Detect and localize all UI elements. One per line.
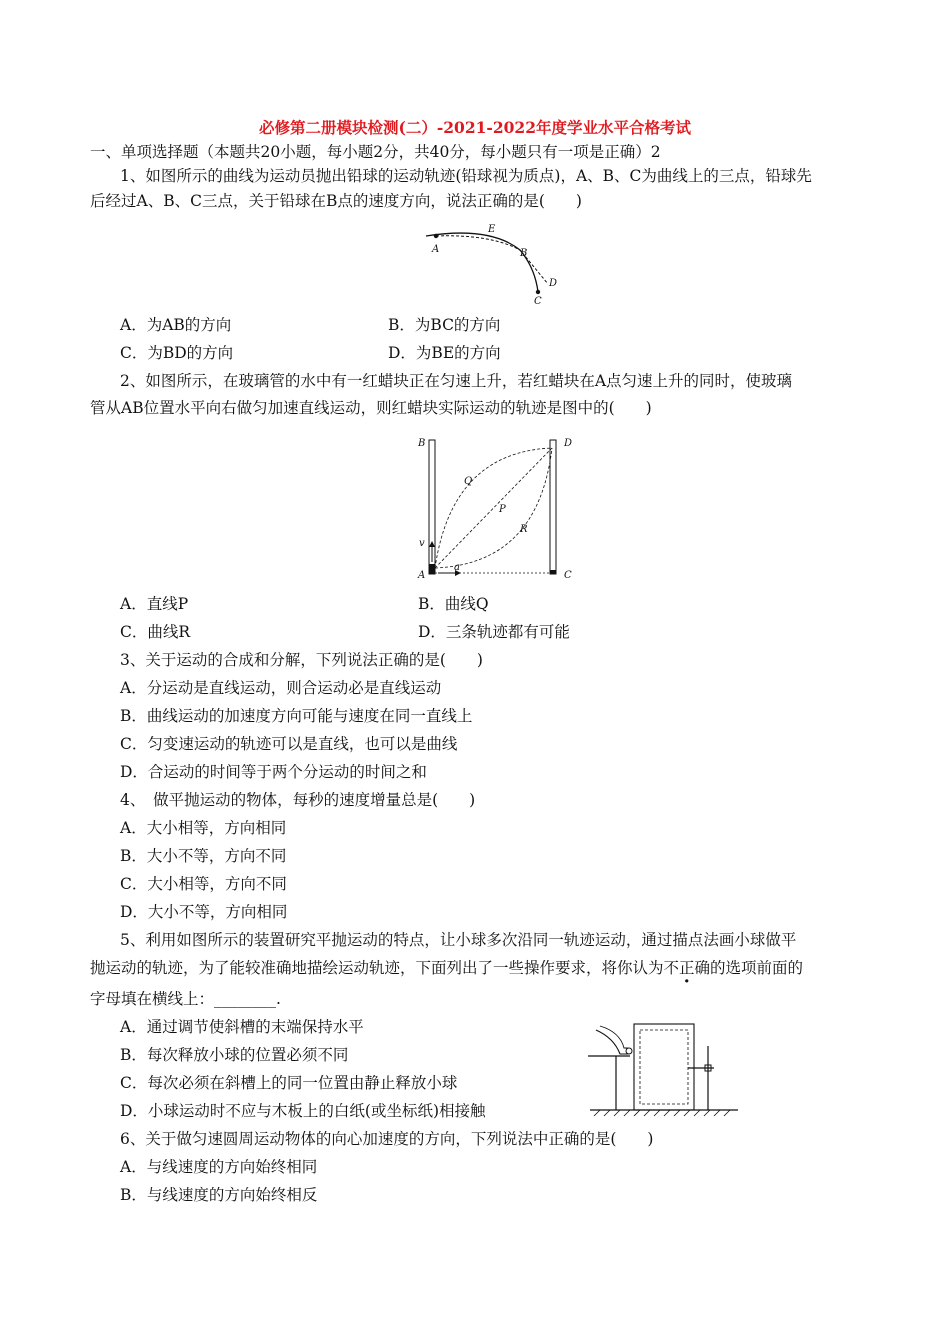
q2-tube-right-bottom — [550, 570, 556, 574]
q5-stem-line2-part3: 的选项前面的 — [710, 959, 804, 977]
q2-label-accel: a — [454, 562, 460, 573]
q5-option-d: D．小球运动时不应与木板上的白纸(或坐标纸)相接触 — [120, 1102, 486, 1120]
q2-stem-line1: 2、如图所示，在玻璃管的水中有一红蜡块正在匀速上升，若红蜡块在A点匀速上升的同时，使玻璃 — [120, 372, 793, 390]
q5-apparatus-figure — [588, 1018, 740, 1120]
q1-label-a: A — [432, 244, 440, 255]
q5-option-c: C．每次必须在斜槽上的同一位置由静止释放小球 — [120, 1074, 458, 1092]
q1-option-d: D．为BE的方向 — [388, 344, 501, 362]
q2-wax-block — [429, 564, 435, 574]
q5-stem-line2 — [90, 957, 803, 979]
q1-trajectory-figure — [420, 220, 570, 310]
q4-option-c: C．大小相等，方向不同 — [120, 875, 287, 893]
q1-label-b: B — [520, 248, 528, 259]
q2-velocity-arrowhead — [429, 541, 435, 547]
q1-point-c — [536, 290, 540, 294]
q5-board — [634, 1024, 694, 1110]
q6-option-a: A．与线速度的方向始终相同 — [120, 1158, 318, 1176]
q1-chord-dashed — [436, 236, 548, 284]
q2-tube-right — [550, 440, 556, 574]
q4-option-a: A．大小相等，方向相同 — [120, 819, 287, 837]
q1-stem-line1: 1、如图所示的曲线为运动员抛出铅球的运动轨迹(铅球视为质点)，A、B、C为曲线上的三点，铅球先 — [120, 167, 812, 185]
q5-paper — [640, 1030, 688, 1104]
q4-option-d: D．大小不等，方向相同 — [120, 903, 288, 921]
q2-tube-figure — [412, 432, 582, 584]
q5-ball — [626, 1048, 632, 1054]
q5-stem-line1: 5、利用如图所示的装置研究平抛运动的特点，让小球多次沿同一轨迹运动，通过描点法画小球做平 — [120, 931, 797, 949]
page-title: 必修第二册模块检测(二）-2021-2022年度学业水平合格考试 — [259, 118, 691, 137]
q2-option-a: A．直线P — [120, 595, 189, 613]
q2-label-v: v — [419, 538, 425, 549]
q2-label-b: B — [418, 438, 426, 449]
q6-stem: 6、关于做匀速圆周运动物体的向心加速度的方向，下列说法中正确的是( ) — [120, 1130, 654, 1148]
q1-option-b: B．为BC的方向 — [388, 316, 501, 334]
q1-label-d: D — [549, 278, 558, 289]
q2-label-c: C — [564, 570, 572, 581]
q2-stem-line2: 管从AB位置水平向右做匀加速直线运动，则红蜡块实际运动的轨迹是图中的( ) — [90, 399, 652, 417]
q2-label-d: D — [564, 438, 573, 449]
q2-label-p: P — [499, 504, 506, 515]
q1-trajectory-curve — [426, 233, 538, 292]
q1-label-c: C — [534, 296, 542, 307]
q1-stem-line2: 后经过A、B、C三点，关于铅球在B点的速度方向，说法正确的是( ) — [90, 192, 582, 210]
q2-option-d: D．三条轨迹都有可能 — [418, 623, 570, 641]
q1-point-a — [434, 234, 438, 238]
q5-option-b: B．每次释放小球的位置必须不同 — [120, 1046, 349, 1064]
q1-option-a: A．为AB的方向 — [120, 316, 232, 334]
q3-stem: 3、关于运动的合成和分解，下列说法正确的是( ) — [120, 651, 483, 669]
q3-option-b: B．曲线运动的加速度方向可能与速度在同一直线上 — [120, 707, 473, 725]
q1-option-c: C．为BD的方向 — [120, 344, 234, 362]
q5-emphasis-text: 不正确 — [663, 959, 711, 977]
q4-stem: 4、 做平抛运动的物体，每秒的速度增量总是( ) — [120, 791, 476, 809]
q3-option-a: A．分运动是直线运动，则合运动必是直线运动 — [120, 679, 442, 697]
q3-option-d: D．合运动的时间等于两个分运动的时间之和 — [120, 763, 427, 781]
q2-label-q: Q — [464, 476, 473, 487]
q1-label-e: E — [488, 224, 496, 235]
q2-option-b: B．曲线Q — [418, 595, 489, 613]
q3-option-c: C．匀变速运动的轨迹可以是直线，也可以是曲线 — [120, 735, 458, 753]
q2-label-r: R — [520, 524, 528, 535]
q2-label-a-point: A — [418, 570, 426, 581]
q4-option-b: B．大小不等，方向不同 — [120, 847, 287, 865]
q5-option-a: A．通过调节使斜槽的末端保持水平 — [120, 1018, 364, 1036]
section-heading: 一、单项选择题（本题共20小题，每小题2分，共40分，每小题只有一项是正确）2 — [90, 143, 661, 161]
q5-stem-line2-part1: 抛运动的轨迹，为了能较准确地描绘运动轨迹，下面列出了一些操作要求，将你认为 — [90, 959, 664, 977]
q5-ramp-inner — [600, 1026, 628, 1048]
q2-option-c: C．曲线R — [120, 623, 191, 641]
q5-ground-hatch — [594, 1110, 730, 1116]
q5-ramp — [596, 1030, 628, 1054]
q5-stem-line3: 字母填在横线上：________. — [90, 990, 281, 1008]
q6-option-b: B．与线速度的方向始终相反 — [120, 1186, 318, 1204]
